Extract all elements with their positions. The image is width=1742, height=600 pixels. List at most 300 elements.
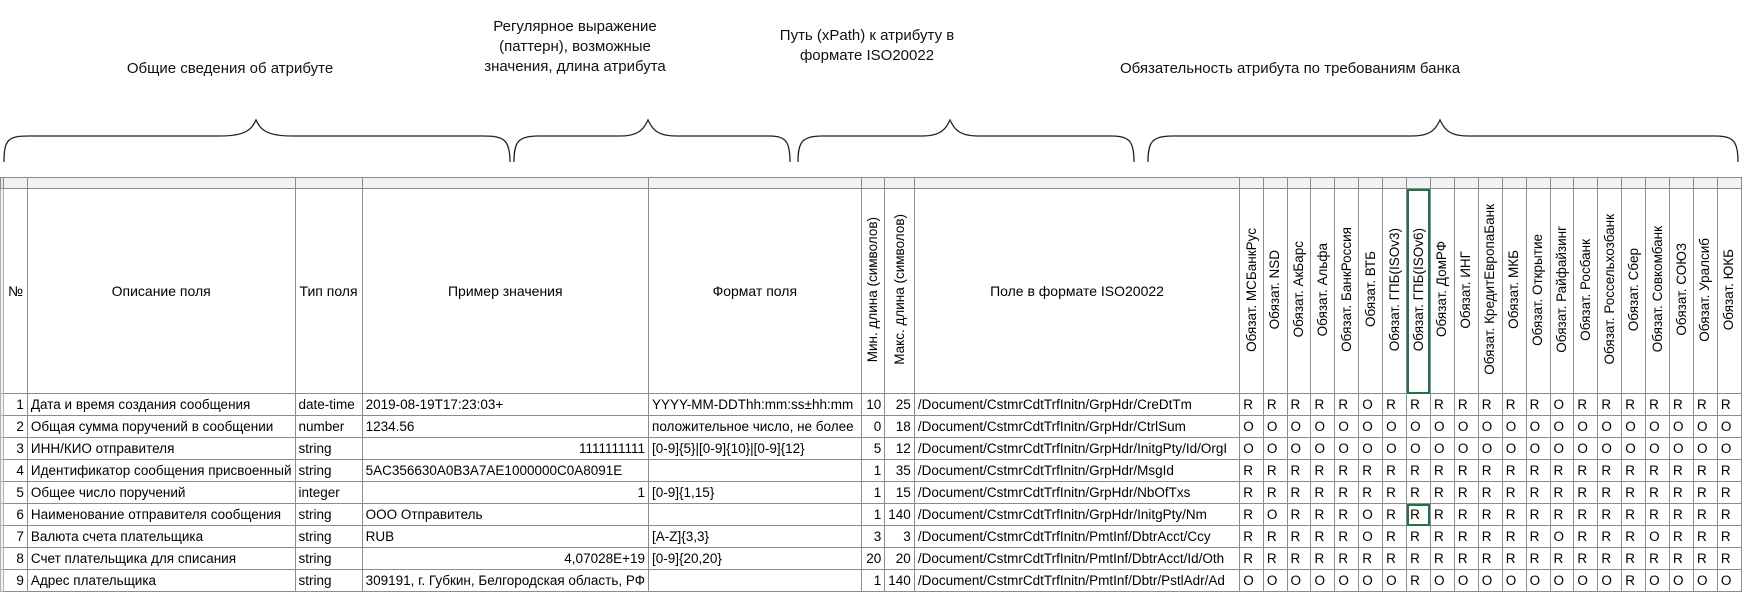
column-header[interactable] (1717, 178, 1741, 189)
cell-bank-flag[interactable]: R (1335, 504, 1359, 526)
header-bank-4[interactable] (1335, 189, 1359, 394)
cell-bank-flag[interactable]: R (1526, 482, 1550, 504)
cell-min-length[interactable]: 1 (861, 504, 885, 526)
cell-bank-flag[interactable]: O (1383, 570, 1407, 592)
cell-iso20022[interactable]: /Document/CstmrCdtTrfInitn/GrpHdr/InitgPty/Nm (914, 504, 1239, 526)
cell-bank-flag[interactable]: R (1383, 504, 1407, 526)
cell-bank-flag[interactable]: R (1287, 460, 1311, 482)
cell-type[interactable]: integer (295, 482, 362, 504)
cell-description[interactable]: Наименование отправителя сообщения (27, 504, 295, 526)
cell-description[interactable]: Адрес плательщика (27, 570, 295, 592)
header-max-length[interactable] (885, 189, 915, 394)
cell-bank-flag[interactable]: R (1407, 570, 1431, 592)
cell-num[interactable]: 6 (4, 504, 28, 526)
cell-bank-flag[interactable]: O (1502, 570, 1526, 592)
cell-bank-flag[interactable]: R (1240, 504, 1264, 526)
cell-bank-flag[interactable]: R (1311, 482, 1335, 504)
cell-bank-flag[interactable]: O (1717, 570, 1741, 592)
cell-bank-flag[interactable]: R (1478, 482, 1502, 504)
cell-bank-flag[interactable]: R (1502, 482, 1526, 504)
cell-bank-flag[interactable]: O (1670, 570, 1694, 592)
cell-num[interactable]: 2 (4, 416, 28, 438)
cell-bank-flag[interactable]: O (1670, 438, 1694, 460)
cell-bank-flag[interactable]: R (1359, 548, 1383, 570)
cell-bank-flag[interactable]: O (1311, 438, 1335, 460)
cell-bank-flag[interactable]: O (1598, 438, 1622, 460)
cell-min-length[interactable]: 1 (861, 482, 885, 504)
cell-format[interactable]: [A-Z]{3,3} (649, 526, 862, 548)
column-header[interactable] (1263, 178, 1287, 189)
cell-type[interactable]: string (295, 460, 362, 482)
cell-bank-flag[interactable]: R (1622, 548, 1646, 570)
header-format[interactable]: Формат поля (649, 189, 862, 394)
cell-bank-flag[interactable]: O (1287, 570, 1311, 592)
cell-type[interactable]: string (295, 570, 362, 592)
cell-min-length[interactable]: 3 (861, 526, 885, 548)
cell-bank-flag[interactable]: R (1407, 460, 1431, 482)
cell-bank-flag[interactable]: R (1622, 570, 1646, 592)
header-bank-7[interactable] (1407, 189, 1431, 394)
cell-bank-flag[interactable]: O (1240, 416, 1264, 438)
cell-bank-flag[interactable]: R (1430, 504, 1454, 526)
cell-bank-flag[interactable]: O (1263, 438, 1287, 460)
cell-bank-flag[interactable]: O (1454, 416, 1478, 438)
cell-bank-flag[interactable]: R (1478, 394, 1502, 416)
cell-bank-flag[interactable]: O (1430, 570, 1454, 592)
cell-bank-flag[interactable]: R (1526, 504, 1550, 526)
cell-min-length[interactable]: 10 (861, 394, 885, 416)
column-header[interactable] (1622, 178, 1646, 189)
cell-bank-flag[interactable]: R (1240, 482, 1264, 504)
cell-format[interactable] (649, 460, 862, 482)
cell-bank-flag[interactable]: R (1335, 394, 1359, 416)
cell-bank-flag[interactable]: R (1407, 526, 1431, 548)
cell-bank-flag[interactable]: R (1430, 394, 1454, 416)
cell-example[interactable]: 2019-08-19T17:23:03+ (362, 394, 648, 416)
cell-bank-flag[interactable]: O (1550, 416, 1574, 438)
cell-iso20022[interactable]: /Document/CstmrCdtTrfInitn/GrpHdr/NbOfTxs (914, 482, 1239, 504)
cell-description[interactable]: ИНН/КИО отправителя (27, 438, 295, 460)
cell-bank-flag[interactable]: O (1454, 570, 1478, 592)
cell-bank-flag[interactable]: O (1311, 416, 1335, 438)
column-header[interactable] (1502, 178, 1526, 189)
column-header[interactable] (914, 178, 1239, 189)
cell-bank-flag[interactable]: R (1430, 482, 1454, 504)
cell-bank-flag[interactable]: O (1717, 438, 1741, 460)
cell-bank-flag[interactable]: O (1550, 526, 1574, 548)
cell-bank-flag[interactable]: R (1263, 460, 1287, 482)
cell-format[interactable]: YYYY-MM-DDThh:mm:ss±hh:mm (649, 394, 862, 416)
cell-bank-flag[interactable]: O (1478, 438, 1502, 460)
cell-bank-flag[interactable]: R (1646, 482, 1670, 504)
cell-bank-flag[interactable]: R (1407, 482, 1431, 504)
column-header[interactable] (861, 178, 885, 189)
cell-bank-flag[interactable]: R (1311, 394, 1335, 416)
column-header[interactable] (1430, 178, 1454, 189)
cell-bank-flag[interactable]: O (1574, 438, 1598, 460)
cell-type[interactable]: date-time (295, 394, 362, 416)
cell-bank-flag[interactable]: R (1263, 482, 1287, 504)
cell-bank-flag[interactable]: R (1550, 548, 1574, 570)
cell-bank-flag[interactable]: R (1263, 526, 1287, 548)
cell-example[interactable]: 5AC356630A0B3A7AE1000000C0A8091E (362, 460, 648, 482)
cell-bank-flag[interactable]: R (1287, 548, 1311, 570)
cell-bank-flag[interactable]: R (1574, 482, 1598, 504)
cell-bank-flag[interactable]: O (1693, 570, 1717, 592)
cell-type[interactable]: string (295, 526, 362, 548)
column-header[interactable] (1526, 178, 1550, 189)
cell-iso20022[interactable]: /Document/CstmrCdtTrfInitn/PmtInf/DbtrAcct/Id/Oth (914, 548, 1239, 570)
cell-description[interactable]: Валюта счета плательщика (27, 526, 295, 548)
cell-bank-flag[interactable]: R (1240, 460, 1264, 482)
cell-max-length[interactable]: 18 (885, 416, 915, 438)
cell-bank-flag[interactable]: O (1240, 438, 1264, 460)
cell-bank-flag[interactable]: R (1287, 394, 1311, 416)
cell-bank-flag[interactable]: R (1287, 504, 1311, 526)
cell-bank-flag[interactable]: R (1478, 504, 1502, 526)
cell-bank-flag[interactable]: R (1263, 394, 1287, 416)
cell-num[interactable]: 8 (4, 548, 28, 570)
cell-bank-flag[interactable]: R (1454, 504, 1478, 526)
cell-bank-flag[interactable]: R (1383, 394, 1407, 416)
cell-num[interactable]: 1 (4, 394, 28, 416)
cell-bank-flag[interactable]: R (1574, 504, 1598, 526)
cell-bank-flag[interactable]: R (1693, 526, 1717, 548)
cell-example[interactable]: 1111111111 (362, 438, 648, 460)
cell-bank-flag[interactable]: O (1550, 438, 1574, 460)
cell-bank-flag[interactable]: R (1478, 548, 1502, 570)
cell-bank-flag[interactable]: R (1502, 504, 1526, 526)
column-header[interactable] (1407, 178, 1431, 189)
cell-bank-flag[interactable]: R (1311, 548, 1335, 570)
cell-bank-flag[interactable]: R (1622, 504, 1646, 526)
cell-bank-flag[interactable]: R (1717, 460, 1741, 482)
cell-max-length[interactable]: 12 (885, 438, 915, 460)
cell-bank-flag[interactable]: R (1693, 460, 1717, 482)
cell-min-length[interactable]: 1 (861, 570, 885, 592)
column-header[interactable] (1598, 178, 1622, 189)
column-header[interactable] (1693, 178, 1717, 189)
header-bank-1[interactable] (1263, 189, 1287, 394)
cell-bank-flag[interactable]: O (1574, 570, 1598, 592)
cell-format[interactable]: [0-9]{5}|[0-9]{10}|[0-9]{12} (649, 438, 862, 460)
cell-bank-flag[interactable]: O (1359, 526, 1383, 548)
cell-bank-flag[interactable]: R (1598, 548, 1622, 570)
cell-format[interactable]: положительное число, не более (649, 416, 862, 438)
cell-bank-flag[interactable]: R (1454, 548, 1478, 570)
cell-bank-flag[interactable]: R (1311, 460, 1335, 482)
cell-bank-flag[interactable]: O (1287, 416, 1311, 438)
cell-bank-flag[interactable]: R (1598, 482, 1622, 504)
cell-bank-flag[interactable]: O (1359, 438, 1383, 460)
cell-bank-flag[interactable]: R (1598, 394, 1622, 416)
cell-bank-flag[interactable]: R (1717, 526, 1741, 548)
cell-bank-flag[interactable]: R (1383, 460, 1407, 482)
cell-bank-flag[interactable]: O (1430, 416, 1454, 438)
cell-bank-flag[interactable]: O (1407, 416, 1431, 438)
cell-bank-flag[interactable]: R (1717, 482, 1741, 504)
cell-bank-flag[interactable]: O (1359, 416, 1383, 438)
cell-bank-flag[interactable]: R (1622, 482, 1646, 504)
cell-num[interactable]: 7 (4, 526, 28, 548)
column-header[interactable] (1359, 178, 1383, 189)
cell-bank-flag[interactable]: O (1407, 438, 1431, 460)
cell-bank-flag[interactable]: R (1454, 482, 1478, 504)
column-header[interactable] (1383, 178, 1407, 189)
cell-example[interactable]: 4,07028E+19 (362, 548, 648, 570)
cell-bank-flag[interactable]: R (1622, 394, 1646, 416)
cell-bank-flag[interactable]: O (1646, 438, 1670, 460)
cell-bank-flag[interactable]: R (1550, 482, 1574, 504)
cell-bank-flag[interactable]: O (1287, 438, 1311, 460)
cell-bank-flag[interactable]: O (1550, 570, 1574, 592)
cell-min-length[interactable]: 1 (861, 460, 885, 482)
header-bank-9[interactable] (1454, 189, 1478, 394)
cell-bank-flag[interactable]: R (1407, 394, 1431, 416)
cell-bank-flag[interactable]: R (1574, 460, 1598, 482)
header-bank-11[interactable] (1502, 189, 1526, 394)
header-bank-6[interactable] (1383, 189, 1407, 394)
header-bank-17[interactable] (1646, 189, 1670, 394)
column-header[interactable] (1670, 178, 1694, 189)
cell-bank-flag[interactable]: R (1502, 460, 1526, 482)
cell-bank-flag[interactable]: R (1526, 394, 1550, 416)
header-bank-16[interactable] (1622, 189, 1646, 394)
cell-num[interactable]: 3 (4, 438, 28, 460)
cell-bank-flag[interactable]: R (1717, 394, 1741, 416)
cell-bank-flag[interactable]: R (1622, 460, 1646, 482)
column-header[interactable] (1311, 178, 1335, 189)
cell-bank-flag[interactable]: R (1550, 460, 1574, 482)
cell-bank-flag[interactable]: R (1335, 460, 1359, 482)
cell-bank-flag[interactable]: R (1598, 504, 1622, 526)
header-bank-15[interactable] (1598, 189, 1622, 394)
cell-bank-flag[interactable]: O (1526, 416, 1550, 438)
cell-max-length[interactable]: 35 (885, 460, 915, 482)
cell-bank-flag[interactable]: R (1287, 482, 1311, 504)
cell-bank-flag[interactable]: O (1574, 416, 1598, 438)
cell-example[interactable]: RUB (362, 526, 648, 548)
column-header[interactable] (1335, 178, 1359, 189)
cell-bank-flag[interactable]: R (1526, 526, 1550, 548)
cell-num[interactable]: 4 (4, 460, 28, 482)
cell-bank-flag[interactable]: O (1598, 570, 1622, 592)
cell-format[interactable]: [0-9]{20,20} (649, 548, 862, 570)
cell-bank-flag[interactable]: R (1598, 526, 1622, 548)
cell-description[interactable]: Идентификатор сообщения присвоенный (27, 460, 295, 482)
column-header[interactable] (4, 178, 28, 189)
cell-bank-flag[interactable]: O (1335, 570, 1359, 592)
cell-max-length[interactable]: 140 (885, 570, 915, 592)
header-iso20022[interactable]: Поле в формате ISO20022 (914, 189, 1239, 394)
cell-bank-flag[interactable]: O (1526, 438, 1550, 460)
cell-bank-flag[interactable]: R (1670, 394, 1694, 416)
column-header[interactable] (1240, 178, 1264, 189)
header-bank-0[interactable] (1240, 189, 1264, 394)
cell-bank-flag[interactable]: R (1646, 460, 1670, 482)
cell-bank-flag[interactable]: R (1693, 548, 1717, 570)
cell-format[interactable] (649, 504, 862, 526)
cell-bank-flag[interactable]: R (1240, 394, 1264, 416)
cell-bank-flag[interactable]: R (1430, 548, 1454, 570)
cell-bank-flag[interactable]: R (1430, 460, 1454, 482)
cell-bank-flag[interactable]: O (1622, 438, 1646, 460)
cell-description[interactable]: Общее число поручений (27, 482, 295, 504)
cell-bank-flag[interactable]: O (1454, 438, 1478, 460)
header-bank-14[interactable] (1574, 189, 1598, 394)
cell-bank-flag[interactable]: O (1359, 570, 1383, 592)
cell-bank-flag[interactable]: R (1646, 394, 1670, 416)
header-bank-5[interactable] (1359, 189, 1383, 394)
cell-min-length[interactable]: 5 (861, 438, 885, 460)
header-bank-8[interactable] (1430, 189, 1454, 394)
column-header[interactable] (1478, 178, 1502, 189)
cell-max-length[interactable]: 20 (885, 548, 915, 570)
cell-bank-flag[interactable]: R (1670, 482, 1694, 504)
cell-bank-flag[interactable]: O (1670, 416, 1694, 438)
cell-format[interactable] (649, 570, 862, 592)
cell-bank-flag[interactable]: R (1574, 526, 1598, 548)
cell-bank-flag[interactable]: R (1502, 548, 1526, 570)
cell-bank-flag[interactable]: R (1670, 526, 1694, 548)
cell-bank-flag[interactable]: O (1359, 504, 1383, 526)
header-example[interactable]: Пример значения (362, 189, 648, 394)
cell-bank-flag[interactable]: R (1574, 394, 1598, 416)
cell-bank-flag[interactable]: R (1550, 504, 1574, 526)
cell-bank-flag[interactable]: R (1598, 460, 1622, 482)
cell-bank-flag[interactable]: R (1526, 548, 1550, 570)
cell-bank-flag[interactable]: R (1478, 526, 1502, 548)
cell-bank-flag[interactable]: O (1693, 438, 1717, 460)
cell-bank-flag[interactable]: R (1693, 504, 1717, 526)
cell-bank-flag[interactable]: O (1717, 416, 1741, 438)
cell-bank-flag[interactable]: O (1502, 438, 1526, 460)
column-header[interactable] (1574, 178, 1598, 189)
cell-example[interactable]: ООО Отправитель (362, 504, 648, 526)
column-header[interactable] (295, 178, 362, 189)
cell-type[interactable]: string (295, 504, 362, 526)
cell-num[interactable]: 9 (4, 570, 28, 592)
cell-max-length[interactable]: 25 (885, 394, 915, 416)
header-bank-12[interactable] (1526, 189, 1550, 394)
cell-bank-flag[interactable]: O (1430, 438, 1454, 460)
cell-iso20022[interactable]: /Document/CstmrCdtTrfInitn/GrpHdr/CreDtTm (914, 394, 1239, 416)
cell-max-length[interactable]: 15 (885, 482, 915, 504)
cell-bank-flag[interactable]: R (1311, 526, 1335, 548)
cell-bank-flag[interactable]: R (1359, 460, 1383, 482)
cell-example[interactable]: 309191, г. Губкин, Белгородская область, РФ (362, 570, 648, 592)
cell-bank-flag[interactable]: R (1383, 526, 1407, 548)
cell-bank-flag[interactable]: O (1335, 438, 1359, 460)
cell-type[interactable]: string (295, 548, 362, 570)
cell-bank-flag[interactable]: O (1646, 416, 1670, 438)
cell-bank-flag[interactable]: R (1717, 504, 1741, 526)
cell-bank-flag[interactable]: O (1263, 504, 1287, 526)
cell-bank-flag[interactable]: R (1430, 526, 1454, 548)
cell-num[interactable]: 5 (4, 482, 28, 504)
cell-bank-flag[interactable]: O (1478, 570, 1502, 592)
cell-iso20022[interactable]: /Document/CstmrCdtTrfInitn/GrpHdr/CtrlSum (914, 416, 1239, 438)
cell-bank-flag[interactable]: R (1240, 526, 1264, 548)
cell-bank-flag[interactable]: R (1383, 482, 1407, 504)
cell-bank-flag[interactable]: O (1622, 416, 1646, 438)
cell-bank-flag[interactable]: R (1670, 460, 1694, 482)
cell-bank-flag[interactable]: O (1240, 570, 1264, 592)
cell-format[interactable]: [0-9]{1,15} (649, 482, 862, 504)
header-bank-18[interactable] (1670, 189, 1694, 394)
header-bank-3[interactable] (1311, 189, 1335, 394)
column-header[interactable] (27, 178, 295, 189)
cell-bank-flag[interactable]: R (1717, 548, 1741, 570)
header-num[interactable]: № (4, 189, 28, 394)
cell-bank-flag[interactable]: R (1454, 526, 1478, 548)
header-min-length[interactable] (861, 189, 885, 394)
cell-bank-flag[interactable]: O (1646, 526, 1670, 548)
column-header[interactable] (885, 178, 915, 189)
cell-bank-flag[interactable]: R (1263, 548, 1287, 570)
cell-bank-flag[interactable]: O (1502, 416, 1526, 438)
cell-bank-flag[interactable]: R (1407, 504, 1431, 526)
cell-iso20022[interactable]: /Document/CstmrCdtTrfInitn/GrpHdr/InitgPty/Id/OrgI (914, 438, 1239, 460)
cell-bank-flag[interactable]: R (1454, 460, 1478, 482)
cell-bank-flag[interactable]: R (1693, 482, 1717, 504)
cell-min-length[interactable]: 20 (861, 548, 885, 570)
header-bank-20[interactable] (1717, 189, 1741, 394)
cell-example[interactable]: 1234.56 (362, 416, 648, 438)
cell-bank-flag[interactable]: O (1526, 570, 1550, 592)
cell-bank-flag[interactable]: R (1502, 526, 1526, 548)
cell-bank-flag[interactable]: R (1335, 482, 1359, 504)
cell-description[interactable]: Дата и время создания сообщения (27, 394, 295, 416)
cell-description[interactable]: Общая сумма поручений в сообщении (27, 416, 295, 438)
cell-max-length[interactable]: 140 (885, 504, 915, 526)
cell-iso20022[interactable]: /Document/CstmrCdtTrfInitn/PmtInf/Dbtr/PstlAdr/Ad (914, 570, 1239, 592)
cell-iso20022[interactable]: /Document/CstmrCdtTrfInitn/GrpHdr/MsgId (914, 460, 1239, 482)
cell-bank-flag[interactable]: R (1670, 548, 1694, 570)
cell-iso20022[interactable]: /Document/CstmrCdtTrfInitn/PmtInf/DbtrAcct/Ccy (914, 526, 1239, 548)
cell-type[interactable]: number (295, 416, 362, 438)
cell-bank-flag[interactable]: R (1407, 548, 1431, 570)
cell-bank-flag[interactable]: R (1240, 548, 1264, 570)
header-bank-2[interactable] (1287, 189, 1311, 394)
cell-bank-flag[interactable]: R (1335, 548, 1359, 570)
cell-bank-flag[interactable]: R (1454, 394, 1478, 416)
cell-bank-flag[interactable]: O (1383, 438, 1407, 460)
header-bank-10[interactable] (1478, 189, 1502, 394)
cell-example[interactable]: 1 (362, 482, 648, 504)
cell-bank-flag[interactable]: O (1550, 394, 1574, 416)
cell-type[interactable]: string (295, 438, 362, 460)
cell-bank-flag[interactable]: R (1693, 394, 1717, 416)
cell-bank-flag[interactable]: R (1646, 548, 1670, 570)
cell-max-length[interactable]: 3 (885, 526, 915, 548)
cell-bank-flag[interactable]: R (1311, 504, 1335, 526)
header-description[interactable]: Описание поля (27, 189, 295, 394)
cell-bank-flag[interactable]: O (1263, 416, 1287, 438)
cell-bank-flag[interactable]: R (1502, 394, 1526, 416)
cell-min-length[interactable]: 0 (861, 416, 885, 438)
cell-bank-flag[interactable]: R (1478, 460, 1502, 482)
cell-bank-flag[interactable]: R (1574, 548, 1598, 570)
header-bank-19[interactable] (1693, 189, 1717, 394)
cell-bank-flag[interactable]: O (1478, 416, 1502, 438)
column-header[interactable] (1454, 178, 1478, 189)
cell-bank-flag[interactable]: O (1646, 570, 1670, 592)
column-header[interactable] (649, 178, 862, 189)
cell-description[interactable]: Счет плательщика для списания (27, 548, 295, 570)
column-header[interactable] (1646, 178, 1670, 189)
cell-bank-flag[interactable]: R (1670, 504, 1694, 526)
